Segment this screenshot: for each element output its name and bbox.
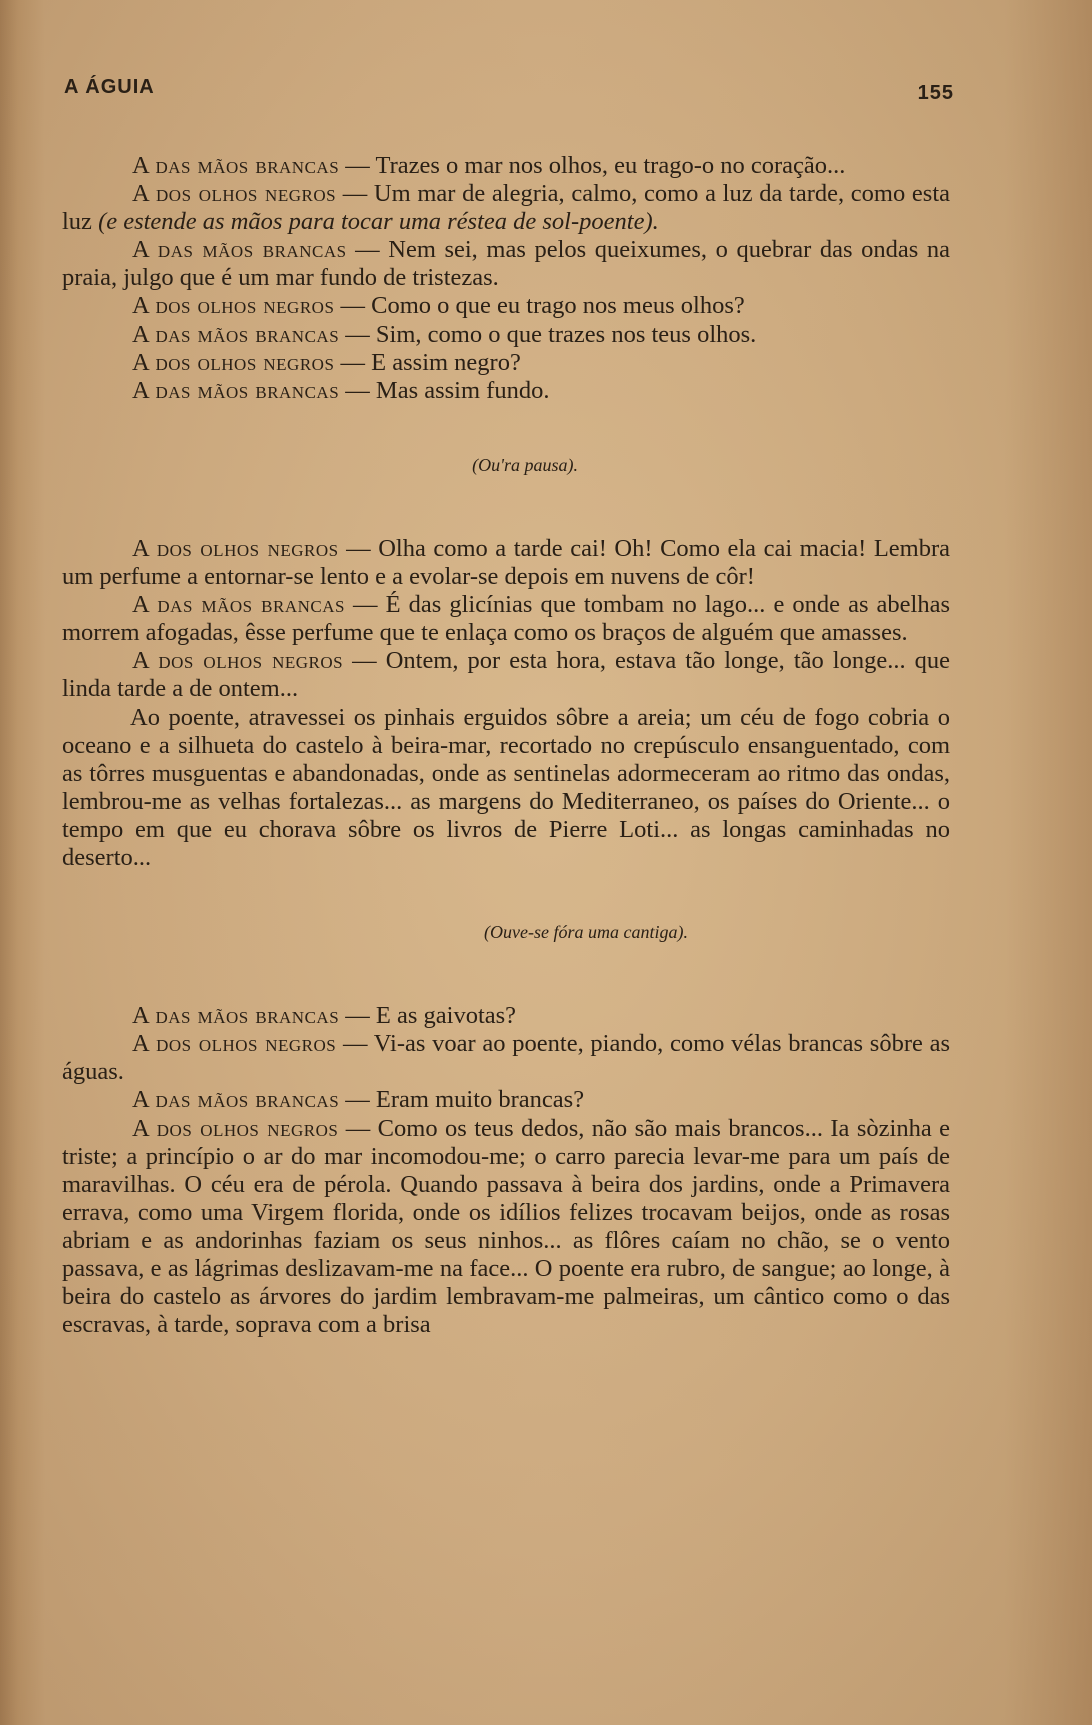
stage-direction: (Ou'ra pausa). (472, 454, 578, 475)
speech-line: A dos olhos negros — Como o que eu trago nos meus olhos? (132, 292, 745, 320)
speech-line: A das mãos brancas — E as gaivotas? (132, 1002, 517, 1030)
speaker-name: A das mãos brancas (132, 1002, 340, 1030)
stage-direction: (Ouve-se fóra uma cantiga). (484, 922, 688, 943)
speech-line: A das mãos brancas — Sim, como o que trazes nos teus olhos. (132, 320, 757, 348)
page-number: 155 (917, 82, 954, 104)
speech-text: Olha como a tarde cai! Oh! Como ela cai macia! Lembra um perfume a entornar-se lento e a evolar-se depois em nuvens de côr! (62, 534, 951, 591)
speaker-name: A dos olhos negros (132, 534, 339, 562)
speaker-name: A dos olhos negros (132, 1114, 339, 1142)
speech-line: A dos olhos negros — Ontem, por esta hora, estava tão longe, tão longe... que linda tarde a de ontem... (62, 647, 950, 703)
speaker-name: A das mãos brancas (132, 591, 345, 619)
speech-line: A dos olhos negros — Um mar de alegria, calmo, como a luz da tarde, como esta luz (e estende as mãos para tocar uma réstea de sol-poente). (62, 180, 951, 236)
running-header (64, 68, 954, 104)
speech-text: Um mar de alegria, calmo, como a luz da tarde, como esta luz (62, 180, 951, 236)
speech-text: Eram muito brancas? (375, 1086, 585, 1114)
speech-text: Como os teus dedos, não são mais brancos... Ia sòzinha e triste; a princípio o ar do mar incomodou-me; o carro parecia levar-me para um país de maravilhas. O céu era de pérola. Quando passava à beira dos jardins, onde a Primavera errava, como uma Virgem florida, onde os idílios felizes trocavam beijos, onde as rosas abriam e as andorinhas faziam os seus ninhos... as flôres caíam no chão, se o vento passava, e as lágrimas deslizavam-me na face... O poente era rubro, de sangue; ao longe, à beira do castelo as árvores do jardim lembravam-me palmeiras, um cântico como o das escravas, à tarde, soprava com a brisa (62, 1114, 950, 1339)
speech-continuation: Ao poente, atravessei os pinhais erguidos sôbre a areia; um céu de fogo cobria o oceano e a silhueta do castelo à beira-mar, recortado no crepúsculo ensanguentado, com as tôrres musguentas e abandonadas, onde as sentinelas adormeceram ao ritmo das ondas, lembrou-me as velhas fortalezas... as margens do Mediterraneo, os países do Oriente... o tempo em que eu chorava sôbre os livros de Pierre Loti... as longas caminhadas no deserto... (62, 703, 950, 871)
speech-text: Nem sei, mas pelos queixumes, o quebrar das ondas na praia, julgo que é um mar fundo de tristezas. (62, 236, 950, 292)
speaker-name: A dos olhos negros (132, 1030, 337, 1058)
stage-direction-inline: (e estende as mãos para tocar uma réstea de sol-poente). (98, 208, 659, 236)
speech-text: Sim, como o que trazes nos teus olhos. (375, 320, 757, 348)
speech-line: A das mãos brancas — Mas assim fundo. (132, 376, 550, 404)
speech-line: A dos olhos negros — Como os teus dedos, não são mais brancos... Ia sòzinha e triste; a princípio o ar do mar incomodou-me; o carro parecia levar-me para um país de maravilhas. O céu era de pérola. Quando passava à beira dos jardins, onde a Primavera errava, como uma Virgem florida, onde os idílios felizes trocavam beijos, onde as rosas abriam e as andorinhas faziam os seus ninhos... as flôres caíam no chão, se o vento passava, e as lágrimas deslizavam-me na face... O poente era rubro, de sangue; ao longe, à beira do castelo as árvores do jardim lembravam-me palmeiras, um cântico como o das escravas, à tarde, soprava com a brisa (62, 1114, 950, 1339)
speech-text: Trazes o mar nos olhos, eu trago-o no coração... (375, 152, 846, 179)
speaker-name: A das mãos brancas (132, 236, 347, 264)
speech-text: E as gaivotas? (375, 1002, 517, 1030)
speech-text: Ontem, por esta hora, estava tão longe, tão longe... que linda tarde a de ontem... (62, 647, 950, 703)
speaker-name: A das mãos brancas (132, 1086, 340, 1114)
speech-text: E assim negro? (371, 348, 521, 376)
speech-line: A dos olhos negros — E assim negro? (132, 348, 521, 376)
speaker-name: A dos olhos negros (132, 647, 344, 675)
speech-line: A das mãos brancas — Trazes o mar nos olhos, eu trago-o no coração... (132, 152, 846, 179)
speech-line: A das mãos brancas — Nem sei, mas pelos queixumes, o quebrar das ondas na praia, julgo que é um mar fundo de tristezas. (62, 236, 950, 292)
speaker-name: A dos olhos negros (132, 292, 335, 320)
speech-line: A dos olhos negros — Olha como a tarde cai! Oh! Como ela cai macia! Lembra um perfume a entornar-se lento e a evolar-se depois em nuvens de côr! (62, 534, 951, 591)
speech-line: A das mãos brancas — É das glicínias que tombam no lago... e onde as abelhas morrem afogadas, êsse perfume que te enlaça como os braços de alguém que amasses. (62, 591, 951, 647)
page-body (62, 152, 950, 1339)
speech-text: Mas assim fundo. (375, 376, 550, 404)
speaker-name: A dos olhos negros (132, 348, 335, 376)
speech-text: Como o que eu trago nos meus olhos? (371, 292, 745, 320)
speaker-name: A das mãos brancas (132, 320, 340, 348)
speaker-name: A das mãos brancas (132, 376, 340, 404)
speech-text: É das glicínias que tombam no lago... e onde as abelhas morrem afogadas, êsse perfume que te enlaça como os braços de alguém que amasses. (62, 591, 951, 647)
speech-line: A dos olhos negros — Vi-as voar ao poente, piando, como vélas brancas sôbre as águas. (62, 1030, 950, 1086)
speech-text: Vi-as voar ao poente, piando, como vélas brancas sôbre as águas. (62, 1030, 950, 1086)
speech-line: A das mãos brancas — Eram muito brancas? (132, 1086, 585, 1114)
running-title: A ÁGUIA (64, 76, 155, 98)
speaker-name: A das mãos brancas (132, 152, 340, 179)
speaker-name: A dos olhos negros (132, 180, 337, 208)
